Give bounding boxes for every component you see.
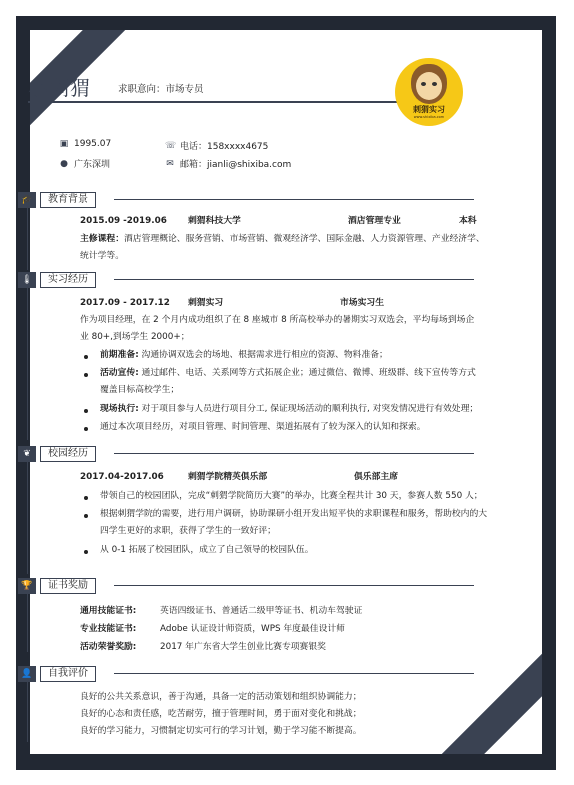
leaf-icon: ❦ — [18, 446, 36, 462]
logo-subtext: www.shixiba.com — [413, 115, 445, 119]
cert-label: 通用技能证书: — [80, 606, 137, 616]
intern-desc-line1: 作为项目经理，在 2 个月内成功组织了在 8 座城市 8 所高校举办的暑期实习双选会，平均每场到场企 — [80, 315, 475, 325]
timeline-line — [27, 288, 28, 440]
campus-org: 刺猬学院精英俱乐部 — [188, 472, 268, 482]
section-title: 自我评价 — [40, 666, 96, 682]
email-text: 邮箱：jianli@shixiba.com — [180, 160, 292, 170]
campus-line: 根据刺猬学院的需要，进行用户调研，协助课研小组开发出短平快的求职课程和服务，帮助校内的大 — [100, 509, 488, 519]
intern-company: 刺猬实习 — [188, 298, 224, 308]
bullet-dot — [84, 373, 88, 377]
edu-courses-line2: 统计学等。 — [80, 251, 124, 261]
trophy-icon: 🏆 — [18, 578, 36, 594]
logo-text: 刺猬实习 — [413, 105, 445, 114]
timeline-line — [27, 682, 28, 742]
location-info — [59, 157, 110, 170]
cert-text: 英语四级证书、普通话二级甲等证书、机动车驾驶证 — [160, 606, 363, 616]
graduation-cap-icon: 🎓 — [18, 192, 36, 208]
phone-info — [165, 139, 268, 152]
calendar-icon: ▣ — [59, 139, 69, 149]
section-title: 教育背景 — [40, 192, 96, 208]
cert-text: Adobe 认证设计师资质，WPS 年度最佳设计师 — [160, 624, 345, 634]
timeline-line — [27, 208, 28, 270]
thermometer-icon: 🌡 — [18, 272, 36, 288]
location-text: 广东深圳 — [74, 160, 111, 170]
edu-major: 酒店管理专业 — [348, 216, 401, 226]
bullet-dot — [84, 550, 88, 554]
bullet-dot — [84, 427, 88, 431]
person-icon: 👤 — [18, 666, 36, 682]
intern-desc-line2: 业 80+,到场学生 2000+； — [80, 332, 190, 342]
header-divider — [28, 101, 398, 103]
mail-icon: ✉ — [166, 158, 174, 169]
bullet-dot — [84, 355, 88, 359]
self-line: 良好的心态和责任感，吃苦耐劳，擅于管理时间，勇于面对变化和挑战； — [80, 709, 362, 719]
section-internship-header — [18, 272, 474, 288]
phone-number: 电话：158xxxx4675 — [180, 142, 269, 152]
cert-text: 2017 年广东省大学生创业比赛专项赛银奖 — [160, 642, 326, 652]
section-campus-header — [18, 446, 474, 462]
candidate-name: 小刺猬 — [28, 76, 91, 100]
intern-bullet: 活动宣传: 通过邮件、电话、关系网等方式拓展企业；通过微信、微博、班级群、线下宣传等方式 — [100, 368, 476, 378]
intern-period: 2017.09 - 2017.12 — [80, 298, 170, 308]
section-title: 校园经历 — [40, 446, 96, 462]
section-education-header — [18, 192, 474, 208]
campus-role: 俱乐部主席 — [354, 472, 398, 482]
corner-decoration-bottom-right — [435, 648, 542, 754]
brand-logo — [395, 58, 463, 126]
self-line: 良好的公共关系意识，善于沟通，具备一定的活动策划和组织协调能力； — [80, 692, 362, 702]
campus-line: 从 0-1 拓展了校园团队，成立了自己领导的校园队伍。 — [100, 545, 314, 555]
intern-bullet: 通过本次项目经历，对项目管理、时间管理、渠道拓展有了较为深入的认知和探索。 — [100, 422, 426, 432]
birth-info — [59, 139, 111, 149]
phone-icon: ☏ — [165, 140, 177, 151]
edu-courses-line1: 主修课程：酒店管理概论、服务营销、市场营销、微观经济学、国际金融、人力资源管理、产业经济学、 — [80, 234, 485, 244]
location-pin-icon: ● — [60, 158, 68, 169]
campus-period: 2017.04-2017.06 — [80, 472, 164, 482]
cert-label: 专业技能证书: — [80, 624, 137, 634]
section-self-header — [18, 666, 474, 682]
bullet-dot — [84, 496, 88, 500]
intern-bullet: 现场执行: 对于项目参与人员进行项目分工, 保证现场活动的顺利执行, 对突发情况进行有效处理； — [100, 404, 479, 414]
cert-label: 活动荣誉奖励: — [80, 642, 137, 652]
timeline-line — [27, 594, 28, 652]
email-info — [165, 157, 291, 170]
timeline-line — [27, 462, 28, 574]
section-title: 实习经历 — [40, 272, 96, 288]
intern-role: 市场实习生 — [340, 298, 384, 308]
edu-school: 刺猬科技大学 — [188, 216, 241, 226]
campus-line: 带领自己的校园团队，完成“刺猬学院简历大赛”的举办，比赛全程共计 30 天，参赛人数 550 人； — [100, 491, 483, 501]
section-title: 证书奖励 — [40, 578, 96, 594]
section-certs-header — [18, 578, 474, 594]
edu-degree: 本科 — [459, 216, 477, 226]
self-line: 良好的学习能力，习惯制定切实可行的学习计划，勤于学习能不断提高。 — [80, 726, 362, 736]
bullet-dot — [84, 514, 88, 518]
intern-bullet-cont: 覆盖目标高校学生； — [100, 385, 180, 395]
intern-bullet: 前期准备: 沟通协调双选会的场地、根据需求进行相应的资源、物料准备； — [100, 350, 388, 360]
campus-line-cont: 四学生更好的求职，获得了学生的一致好评； — [100, 526, 276, 536]
bullet-dot — [84, 409, 88, 413]
edu-period: 2015.09 -2019.06 — [80, 216, 167, 226]
birth-date: 1995.07 — [74, 139, 112, 149]
job-intent: 求职意向：市场专员 — [118, 84, 204, 95]
